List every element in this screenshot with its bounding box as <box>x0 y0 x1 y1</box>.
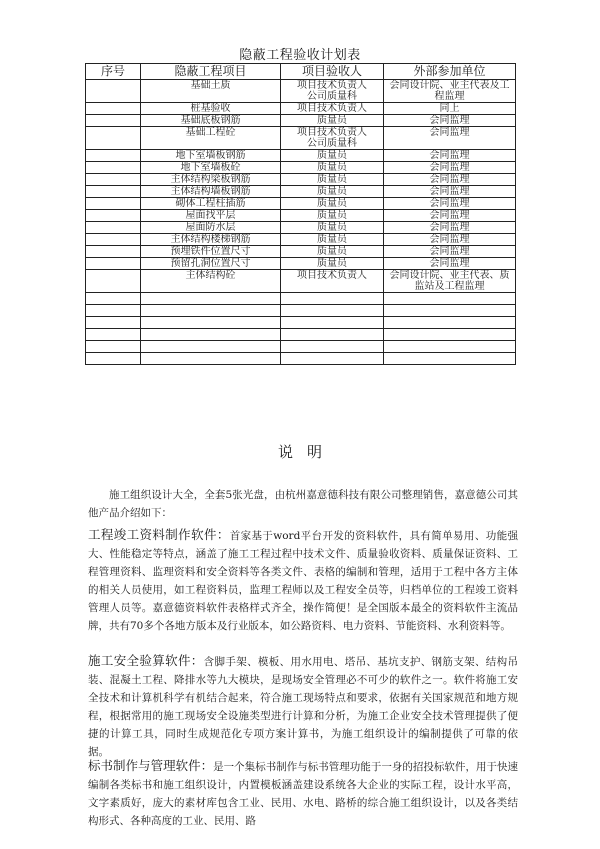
row-inspector-cell: 质量员 <box>281 258 384 270</box>
row-project-cell: 主体结构梁板钢筋 <box>141 174 281 186</box>
table-row <box>86 115 516 127</box>
row-project-cell: 主体结构砼 <box>141 270 281 293</box>
row-external-cell <box>384 293 516 305</box>
table-row <box>86 127 516 150</box>
row-inspector-cell: 项目技术负责人 公司质量科 <box>281 127 384 150</box>
row-serial-cell <box>86 329 141 341</box>
row-project-cell: 主体结构墙板钢筋 <box>141 186 281 198</box>
table-row <box>86 341 516 353</box>
row-external-cell <box>384 353 516 365</box>
row-external-cell: 会同设计院、业主代表及工 程监理 <box>384 80 516 103</box>
product-description: 首家基于word平台开发的资料软件，具有简单易用、功能强大、性能稳定等特点，涵盖了施工工程过程中技术文件、质量验收资料、质量保证资料、工程管理资料、监理资料和安全资料等各类文件、表格的编制和管理，适用于工程中各方主体的相关人员使用，如工程资料员，监理工程师以及工程安全员等，归档单位的工程竣工资料管理人员等。嘉意德资料软件表格样式齐全，操作简便！是全国版本最全的资料软件主流品牌，共有70多个各地方版本及行业版本，如公路资料、电力资料、节能资料、水利资料等。 <box>88 530 518 632</box>
product-name: 工程竣工资料制作软件： <box>88 527 230 542</box>
row-inspector-cell: 项目技术负责人 <box>281 103 384 115</box>
row-serial-cell <box>86 174 141 186</box>
row-project-cell: 基础底板钢筋 <box>141 115 281 127</box>
row-serial-cell <box>86 127 141 150</box>
row-serial-cell <box>86 353 141 365</box>
row-inspector-cell <box>281 293 384 305</box>
row-inspector-cell: 质量员 <box>281 174 384 186</box>
table-row <box>86 246 516 258</box>
acceptance-plan-table <box>85 63 516 365</box>
table-row <box>86 258 516 270</box>
row-serial-cell <box>86 317 141 329</box>
row-project-cell <box>141 341 281 353</box>
product-paragraph <box>88 757 518 830</box>
row-inspector-cell <box>281 305 384 317</box>
table-row <box>86 222 516 234</box>
row-serial-cell <box>86 103 141 115</box>
row-inspector-cell <box>281 353 384 365</box>
row-serial-cell <box>86 305 141 317</box>
row-inspector-cell: 质量员 <box>281 150 384 162</box>
row-project-cell: 屋面找平层 <box>141 210 281 222</box>
row-external-cell: 会同监理 <box>384 210 516 222</box>
row-project-cell: 主体结构楼梯钢筋 <box>141 234 281 246</box>
row-external-cell: 会同监理 <box>384 186 516 198</box>
header-external-party: 外部参加单位 <box>384 64 516 80</box>
table-row <box>86 317 516 329</box>
row-inspector-cell: 质量员 <box>281 222 384 234</box>
row-external-cell: 会同监理 <box>384 258 516 270</box>
row-external-cell: 会同监理 <box>384 234 516 246</box>
row-inspector-cell: 质量员 <box>281 210 384 222</box>
row-serial-cell <box>86 341 141 353</box>
row-external-cell: 会同监理 <box>384 174 516 186</box>
row-serial-cell <box>86 80 141 103</box>
row-inspector-cell <box>281 329 384 341</box>
row-serial-cell <box>86 293 141 305</box>
row-serial-cell <box>86 150 141 162</box>
row-external-cell: 同上 <box>384 103 516 115</box>
table-row <box>86 80 516 103</box>
header-inspector: 项目验收人 <box>281 64 384 80</box>
row-serial-cell <box>86 115 141 127</box>
row-serial-cell <box>86 246 141 258</box>
table-row <box>86 150 516 162</box>
row-project-cell: 预留孔洞位置尺寸 <box>141 258 281 270</box>
table-row <box>86 353 516 365</box>
row-project-cell: 基础工程砼 <box>141 127 281 150</box>
row-inspector-cell: 质量员 <box>281 186 384 198</box>
row-external-cell: 会同监理 <box>384 162 516 174</box>
row-external-cell: 会同监理 <box>384 198 516 210</box>
product-name: 标书制作与管理软件： <box>88 758 214 773</box>
notes-heading: 说明 <box>277 443 336 461</box>
row-serial-cell <box>86 270 141 293</box>
table-row <box>86 329 516 341</box>
product-description: 含脚手架、模板、用水用电、塔吊、基坑支护、钢筋支架、结构吊装、混凝土工程、降排水等九大模块，是现场安全管理必不可少的软件之一。软件将施工安全技术和计算机科学有机结合起来，符合施工现场特点和要求，依据有关国家规范和地方规程，根据常用的施工现场安全设施类型进行计算和分析，为施工企业安全技术管理提供了便捷的计算工具，同时生成规范化专项方案计算书，为施工组织设计的编制提供了可靠的依据。 <box>88 656 518 758</box>
row-project-cell: 基础土质 <box>141 80 281 103</box>
row-inspector-cell: 质量员 <box>281 162 384 174</box>
table-row <box>86 305 516 317</box>
row-project-cell <box>141 305 281 317</box>
product-name: 施工安全验算软件： <box>88 653 204 668</box>
row-external-cell <box>384 329 516 341</box>
row-project-cell: 地下室墙板钢筋 <box>141 150 281 162</box>
header-serial: 序号 <box>86 64 141 80</box>
row-project-cell: 预埋铁件位置尺寸 <box>141 246 281 258</box>
row-serial-cell <box>86 210 141 222</box>
row-external-cell <box>384 305 516 317</box>
intro-paragraph: 施工组织设计大全，全套5张光盘，由杭州嘉意德科技有限公司整理销售，嘉意德公司其他产品介绍如下： <box>88 489 518 519</box>
row-inspector-cell <box>281 341 384 353</box>
row-external-cell: 会同监理 <box>384 127 516 150</box>
row-serial-cell <box>86 234 141 246</box>
row-inspector-cell: 质量员 <box>281 234 384 246</box>
table-header-row <box>86 64 516 80</box>
row-external-cell <box>384 341 516 353</box>
row-external-cell: 会同监理 <box>384 150 516 162</box>
row-project-cell: 地下室墙板砼 <box>141 162 281 174</box>
table-row <box>86 174 516 186</box>
row-inspector-cell <box>281 317 384 329</box>
row-inspector-cell: 项目技术负责人 公司质量科 <box>281 80 384 103</box>
table-row <box>86 103 516 115</box>
table-row <box>86 162 516 174</box>
row-serial-cell <box>86 162 141 174</box>
row-project-cell <box>141 293 281 305</box>
row-project-cell <box>141 329 281 341</box>
product-description: 是一个集标书制作与标书管理功能于一身的招投标软件，用于快速编制各类标书和施工组织设计，内置模板涵盖建设系统各大企业的实际工程，设计水平高，文字素质好，庞大的素材库包含工业、民用、水电、路桥的综合施工组织设计，以及各类结构形式、各种高度的工业、民用、路 <box>88 761 518 827</box>
row-external-cell <box>384 317 516 329</box>
row-external-cell: 会同监理 <box>384 115 516 127</box>
row-serial-cell <box>86 222 141 234</box>
table-row <box>86 270 516 293</box>
row-external-cell: 会同设计院、业主代表、质 监站及工程监理 <box>384 270 516 293</box>
row-project-cell <box>141 317 281 329</box>
row-project-cell: 桩基验收 <box>141 103 281 115</box>
product-paragraph <box>88 526 518 635</box>
row-inspector-cell: 项目技术负责人 <box>281 270 384 293</box>
row-external-cell: 会同监理 <box>384 246 516 258</box>
table-row <box>86 234 516 246</box>
row-serial-cell <box>86 186 141 198</box>
row-inspector-cell: 质量员 <box>281 246 384 258</box>
table-row <box>86 186 516 198</box>
table-row <box>86 198 516 210</box>
row-inspector-cell: 质量员 <box>281 198 384 210</box>
row-serial-cell <box>86 198 141 210</box>
row-project-cell <box>141 353 281 365</box>
document-title: 隐蔽工程验收计划表 <box>239 48 361 63</box>
row-inspector-cell: 质量员 <box>281 115 384 127</box>
table-row <box>86 293 516 305</box>
row-external-cell: 会同监理 <box>384 222 516 234</box>
row-project-cell: 砌体工程柱插筋 <box>141 198 281 210</box>
header-project: 隐蔽工程项目 <box>141 64 281 80</box>
row-serial-cell <box>86 258 141 270</box>
table-row <box>86 210 516 222</box>
product-paragraph <box>88 652 518 761</box>
row-project-cell: 屋面防水层 <box>141 222 281 234</box>
